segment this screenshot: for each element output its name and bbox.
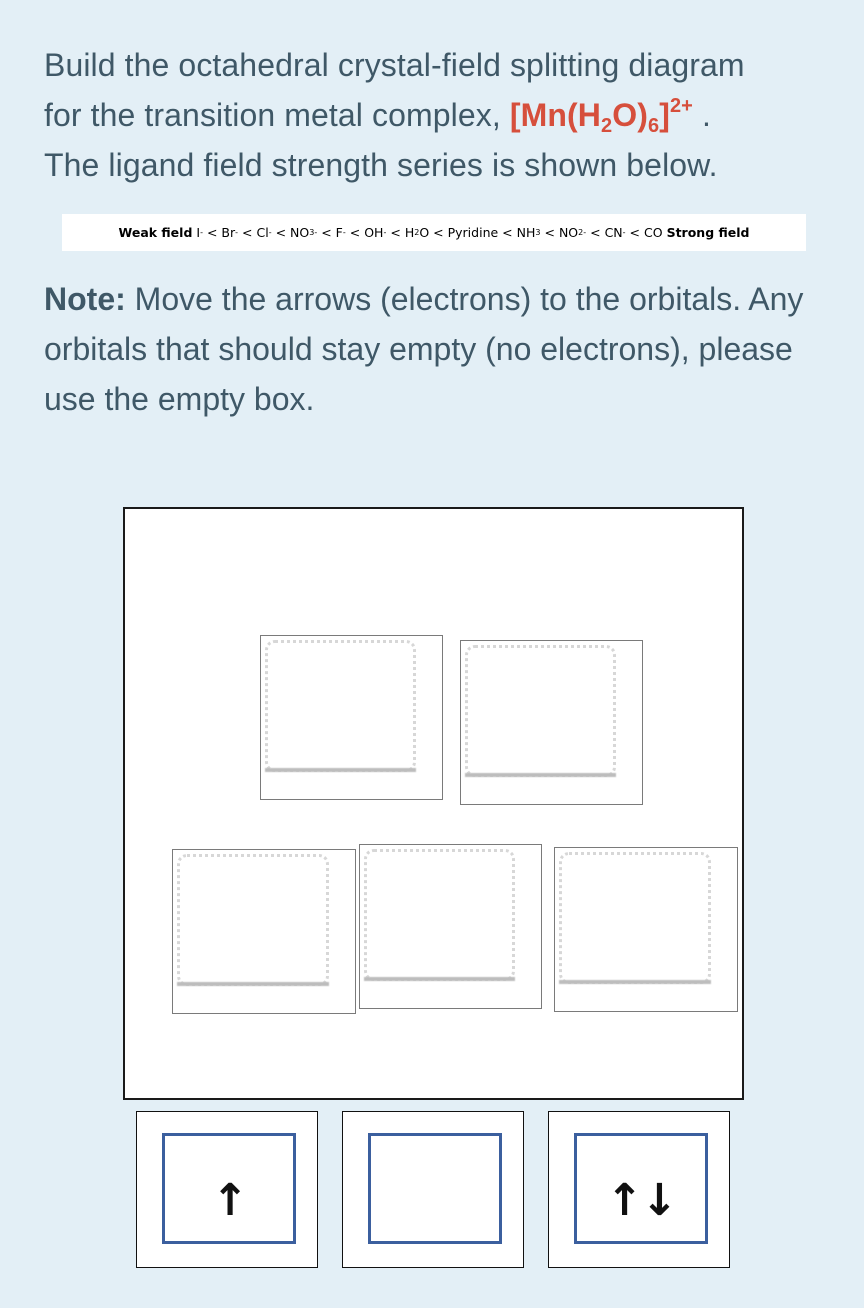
up-arrow-icon: ↑ bbox=[211, 1175, 247, 1226]
up-down-arrows-icon: ↑↓ bbox=[606, 1175, 676, 1226]
weak-field-label: Weak field bbox=[118, 225, 193, 240]
formula-trailing: . bbox=[692, 97, 711, 133]
question-text bbox=[44, 40, 834, 190]
t2g-orbital-1[interactable] bbox=[172, 849, 356, 1014]
note-text bbox=[44, 274, 834, 424]
eg-orbital-1[interactable] bbox=[260, 635, 443, 800]
palette-single-electron[interactable] bbox=[136, 1111, 318, 1268]
t2g-orbital-3[interactable] bbox=[554, 847, 738, 1012]
question-line-2-prefix: for the transition metal complex, bbox=[44, 97, 501, 133]
paired-arrows-tile[interactable] bbox=[574, 1133, 708, 1244]
strong-field-label: Strong field bbox=[666, 225, 750, 240]
palette-paired-electrons[interactable] bbox=[548, 1111, 730, 1268]
question-line-2 bbox=[44, 90, 834, 140]
question-line-1: Build the octahedral crystal-field splitting diagram bbox=[44, 47, 745, 83]
single-up-arrow-tile[interactable] bbox=[162, 1133, 296, 1244]
empty-tile[interactable] bbox=[368, 1133, 502, 1244]
ligand-field-series-image: Weak field I - < Br - < Cl - < NO 3 - < F - < OH - < H 2 O < Pyridine < NH 3 < NO 2 - < CN - < CO Strong field bbox=[62, 214, 806, 251]
complex-formula: $[Mn(H_2O)_6]^{2+}$ bbox=[509, 95, 693, 137]
eg-orbital-2[interactable] bbox=[460, 640, 643, 805]
t2g-orbital-2[interactable] bbox=[359, 844, 542, 1009]
note-label: Note: bbox=[44, 281, 126, 317]
question-line-3: The ligand field strength series is shown below. bbox=[44, 147, 718, 183]
note-body: Move the arrows (electrons) to the orbitals. Any orbitals that should stay empty (no electrons), please use the empty box. bbox=[44, 281, 804, 417]
palette-empty[interactable] bbox=[342, 1111, 524, 1268]
splitting-diagram-area[interactable] bbox=[123, 507, 744, 1100]
